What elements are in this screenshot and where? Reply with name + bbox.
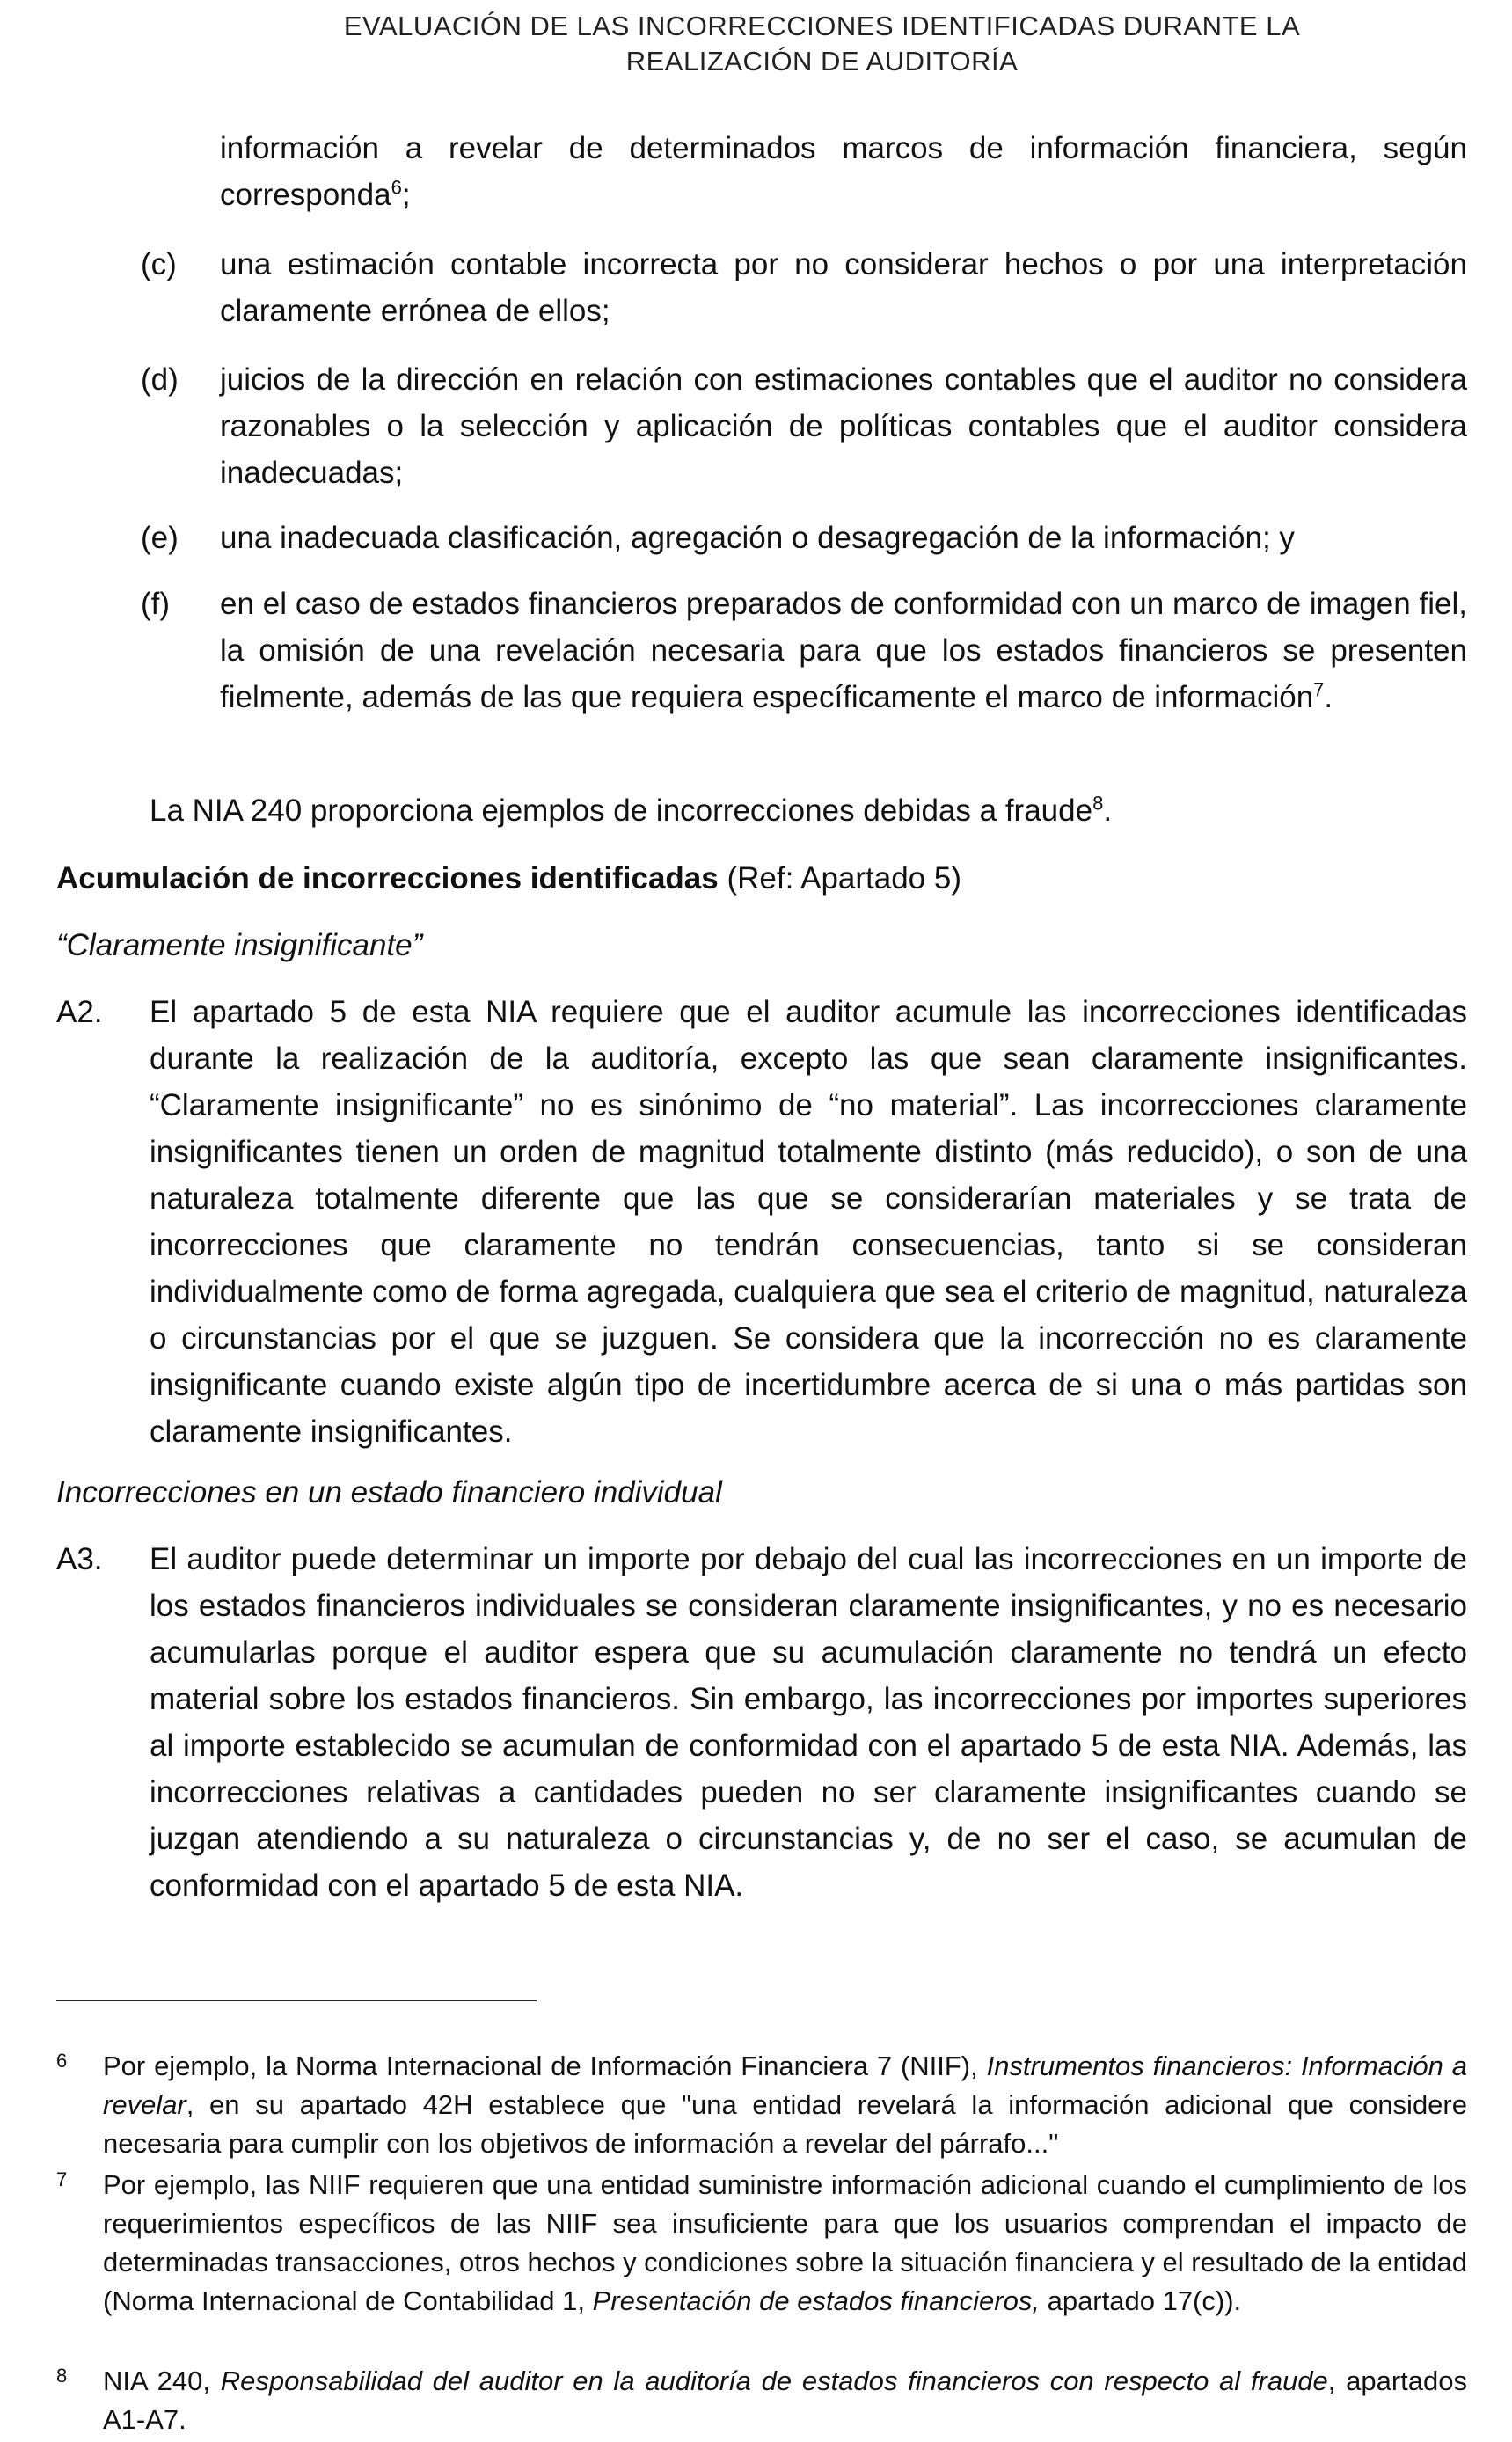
footnote-ref-6[interactable]: 6 <box>391 176 402 199</box>
footnote-6-text-b: , en su apartado 42H establece que "una entidad revelará la información adicional que considere necesaria para cumplir con los objetivos de información a revelar del párrafo..." <box>103 2089 1467 2159</box>
section-heading-ref: (Ref: Apartado 5) <box>718 861 961 896</box>
section-heading <box>56 855 1464 902</box>
footnote-8-text-a: NIA 240, <box>103 2365 221 2396</box>
list-item-text <box>220 581 1467 720</box>
footnote-number: 8 <box>56 2365 68 2387</box>
footnote-number: 6 <box>56 2050 68 2072</box>
list-item-text: una estimación contable incorrecta por no considerar hechos o por una interpretación claramente errónea de ellos; <box>220 247 1467 328</box>
nia-note-tail: . <box>1103 793 1113 828</box>
footnote-number: 7 <box>56 2168 68 2190</box>
continuation-text: información a revelar de determinados marcos de información financiera, según corresponda <box>220 131 1467 212</box>
footnote-6-title: Instrumentos financieros: Información a revelar <box>103 2051 1467 2120</box>
running-header <box>0 9 1512 79</box>
continuation-tail: ; <box>401 178 411 212</box>
section-heading-title: Acumulación de incorrecciones identificadas <box>56 861 719 896</box>
running-header-line-2: REALIZACIÓN DE AUDITORÍA <box>625 46 1019 77</box>
footnote-8-title: Responsabilidad del auditor en la auditoría de estados financieros con respecto al fraude <box>220 2365 1328 2396</box>
footnote-ref-8[interactable]: 8 <box>1092 792 1104 815</box>
footnote-6-text-a: Por ejemplo, la Norma Internacional de Información Financiera 7 (NIIF), <box>103 2051 987 2081</box>
list-item-text: juicios de la dirección en relación con estimaciones contables que el auditor no considera razonables o la selección y aplicación de políticas contables que el auditor considera inadecuadas; <box>220 362 1467 490</box>
list-item-f-tail: . <box>1324 680 1333 714</box>
nia-240-note <box>150 787 1469 834</box>
footnote-7-text-a: Por ejemplo, las NIIF requieren que una entidad suministre información adicional cuando el cumplimiento de los requerimientos específicos de las NIIF sea insuficiente para que los usuarios comprendan el impacto de determinadas transacciones, otros hechos y condiciones sobre la situación financiera y el resultado de la entidad (Norma Internacional de Contabilidad 1, <box>103 2169 1467 2316</box>
continuation-paragraph <box>220 125 1467 218</box>
nia-note-text: La NIA 240 proporciona ejemplos de incorrecciones debidas a fraude <box>150 793 1093 828</box>
footnote-text <box>103 2362 1467 2439</box>
footnote-text <box>103 2047 1467 2163</box>
footnote-8-text-b: , apartados A1-A7. <box>103 2365 1468 2435</box>
list-item-f-text: en el caso de estados financieros preparados de conformidad con un marco de imagen fiel, la omisión de una revelación necesaria para que los estados financieros se presenten fielmente, además de las que requiera específicamente el marco de información <box>220 587 1467 714</box>
list-item-label: (c) <box>141 247 177 281</box>
footnote-ref-7[interactable]: 7 <box>1313 678 1325 701</box>
list-item-label: (d) <box>141 362 179 397</box>
paragraph-number: A2. <box>56 995 103 1029</box>
list-item-text: una inadecuada clasificación, agregación o desagregación de la información; y <box>220 521 1295 555</box>
running-header-line-1: EVALUACIÓN DE LAS INCORRECCIONES IDENTIFICADAS DURANTE LA <box>343 11 1301 41</box>
footnote-text <box>103 2166 1467 2321</box>
paragraph-text: El apartado 5 de esta NIA requiere que el auditor acumule las incorrecciones identificadas durante la realización de la auditoría, excepto las que sean claramente insignificantes. “Claramente insignificante” no es sinónimo de “no material”. Las incorrecciones claramente insignificantes tienen un orden de magnitud totalmente distinto (más reducido), o son de una naturaleza totalmente diferente que las que se considerarían materiales y se trata de incorrecciones que claramente no tendrán consecuencias, tanto si se consideran individualmente como de forma agregada, cualquiera que sea el criterio de magnitud, naturaleza o circunstancias por el que se juzguen. Se considera que la incorrección no es claramente insignificante cuando existe algún tipo de incertidumbre acerca de si una o más partidas son claramente insignificantes. <box>150 995 1467 1449</box>
paragraph-number: A3. <box>56 1542 103 1576</box>
list-item-label: (e) <box>141 521 179 555</box>
paragraph-text: El auditor puede determinar un importe por debajo del cual las incorrecciones en un importe de los estados financieros individuales se consideran claramente insignificantes, y no es necesario acumularlas porque el auditor espera que su acumulación claramente no tendrá un efecto material sobre los estados financieros. Sin embargo, las incorrecciones por importes superiores al importe establecido se acumulan de conformidad con el apartado 5 de esta NIA. Además, las incorrecciones relativas a cantidades pueden no ser claramente insignificantes cuando se juzgan atendiendo a su naturaleza o circunstancias y, de no ser el caso, se acumulan de conformidad con el apartado 5 de esta NIA. <box>150 1542 1467 1903</box>
subheading-estado-financiero-individual: Incorrecciones en un estado financiero individual <box>56 1475 722 1510</box>
footnote-separator <box>56 2000 537 2001</box>
subheading-claramente-insignificante: “Claramente insignificante” <box>56 928 423 962</box>
list-item-label: (f) <box>141 587 171 621</box>
footnote-7-title: Presentación de estados financieros, <box>592 2285 1040 2316</box>
footnote-7-text-b: apartado 17(c)). <box>1039 2285 1242 2316</box>
